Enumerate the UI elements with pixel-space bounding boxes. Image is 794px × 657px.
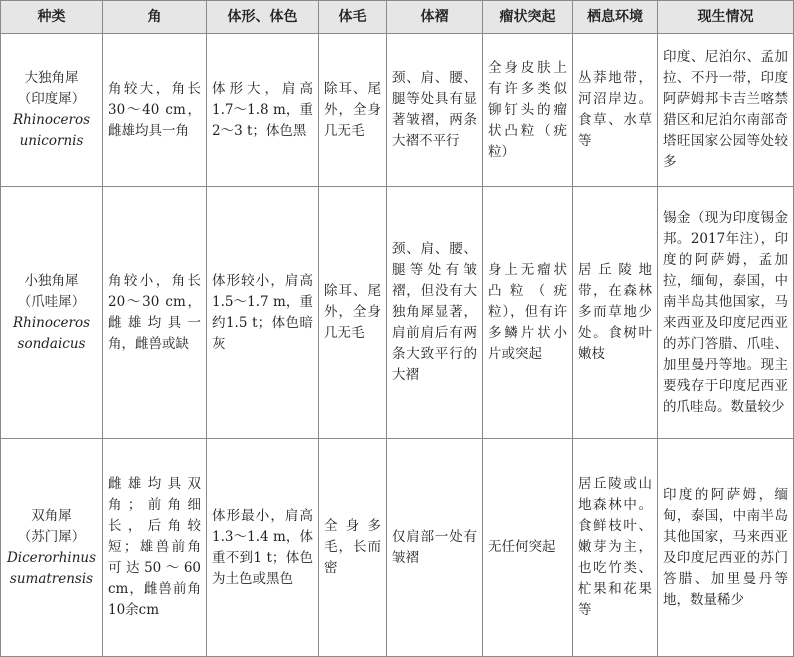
header-horn: 角 — [103, 1, 207, 34]
species-latin-genus: Rhinoceros — [12, 112, 91, 128]
species-cell — [1, 439, 103, 657]
species-latin-genus: Dicerorhinus — [6, 549, 97, 566]
header-tubercle: 瘤状突起 — [483, 1, 573, 34]
species-latin-epithet: sondaicus — [17, 335, 86, 352]
species-name: 大独角犀 — [24, 70, 79, 86]
habitat-cell: 丛莽地带，河沼岸边。食草、水草等 — [573, 34, 658, 187]
species-cell — [1, 187, 103, 439]
header-row — [1, 1, 794, 34]
hair-cell: 全身多毛，长而密 — [319, 439, 387, 657]
horn-cell: 雌雄均具双角；前角细长，后角较短；雄兽前角可达50～60 cm，雌兽前角10余cm — [103, 439, 207, 657]
status-cell: 锡金（现为印度锡金邦。2017年注），印度的阿萨姆，孟加拉，缅甸，泰国，中南半岛其他国家，马来西亚及印度尼西亚的苏门答腊、爪哇、加里曼丹等地。现主要残存于印度尼西亚的爪哇岛。数量较少 — [658, 187, 794, 439]
hair-cell: 除耳、尾外，全身几无毛 — [319, 187, 387, 439]
header-habitat: 栖息环境 — [573, 1, 658, 34]
species-alias: （印度犀） — [17, 91, 86, 107]
horn-cell: 角较大，角长30～40 cm，雌雄均具一角 — [103, 34, 207, 187]
header-fold: 体褶 — [387, 1, 483, 34]
species-latin-epithet: unicornis — [19, 133, 84, 149]
species-latin-epithet: sumatrensis — [9, 570, 94, 587]
hair-cell: 除耳、尾外，全身几无毛 — [319, 34, 387, 187]
habitat-cell: 居丘陵或山地森林中。食鲜枝叶、嫩芽为主，也吃竹类、杧果和花果等 — [573, 439, 658, 657]
table-row — [1, 187, 794, 439]
header-species: 种类 — [1, 1, 103, 34]
species-latin-genus: Rhinoceros — [12, 314, 91, 331]
species-name: 双角犀 — [31, 507, 72, 524]
body-cell: 体形较小，肩高1.5～1.7 m，重约1.5 t；体色暗灰 — [207, 187, 319, 439]
species-alias: （爪哇犀） — [17, 293, 86, 310]
table-row — [1, 439, 794, 657]
header-status: 现生情况 — [658, 1, 794, 34]
fold-cell: 仅肩部一处有皱褶 — [387, 439, 483, 657]
fold-cell: 颈、肩、腰、腿等处有皱褶，但没有大独角犀显著，肩前肩后有两条大致平行的大褶 — [387, 187, 483, 439]
tubercle-cell: 全身皮肤上有许多类似铆钉头的瘤状凸粒（疣粒） — [483, 34, 573, 187]
tubercle-cell: 无任何突起 — [483, 439, 573, 657]
status-cell: 印度的阿萨姆，缅甸，泰国，中南半岛其他国家，马来西亚及印度尼西亚的苏门答腊、加里曼丹等地，数量稀少 — [658, 439, 794, 657]
species-cell — [1, 34, 103, 187]
body-cell: 体形最小，肩高1.3～1.4 m，体重不到1 t；体色为土色或黑色 — [207, 439, 319, 657]
species-alias: （苏门犀） — [17, 528, 86, 545]
tubercle-cell: 身上无瘤状凸粒（疣粒），但有许多鳞片状小片或突起 — [483, 187, 573, 439]
header-hair: 体毛 — [319, 1, 387, 34]
status-cell: 印度、尼泊尔、孟加拉、不丹一带，印度阿萨姆邦卡吉兰喀禁猎区和尼泊尔南部奇塔旺国家公园等处较多 — [658, 34, 794, 187]
habitat-cell: 居丘陵地带，在森林多而草地少处。食树叶嫩枝 — [573, 187, 658, 439]
body-cell: 体形大，肩高1.7～1.8 m，重2～3 t；体色黑 — [207, 34, 319, 187]
horn-cell: 角较小，角长20～30 cm，雌雄均具一角，雌兽或缺 — [103, 187, 207, 439]
header-body: 体形、体色 — [207, 1, 319, 34]
table-row — [1, 34, 794, 187]
species-name: 小独角犀 — [24, 272, 79, 289]
fold-cell: 颈、肩、腰、腿等处具有显著皱褶，两条大褶不平行 — [387, 34, 483, 187]
